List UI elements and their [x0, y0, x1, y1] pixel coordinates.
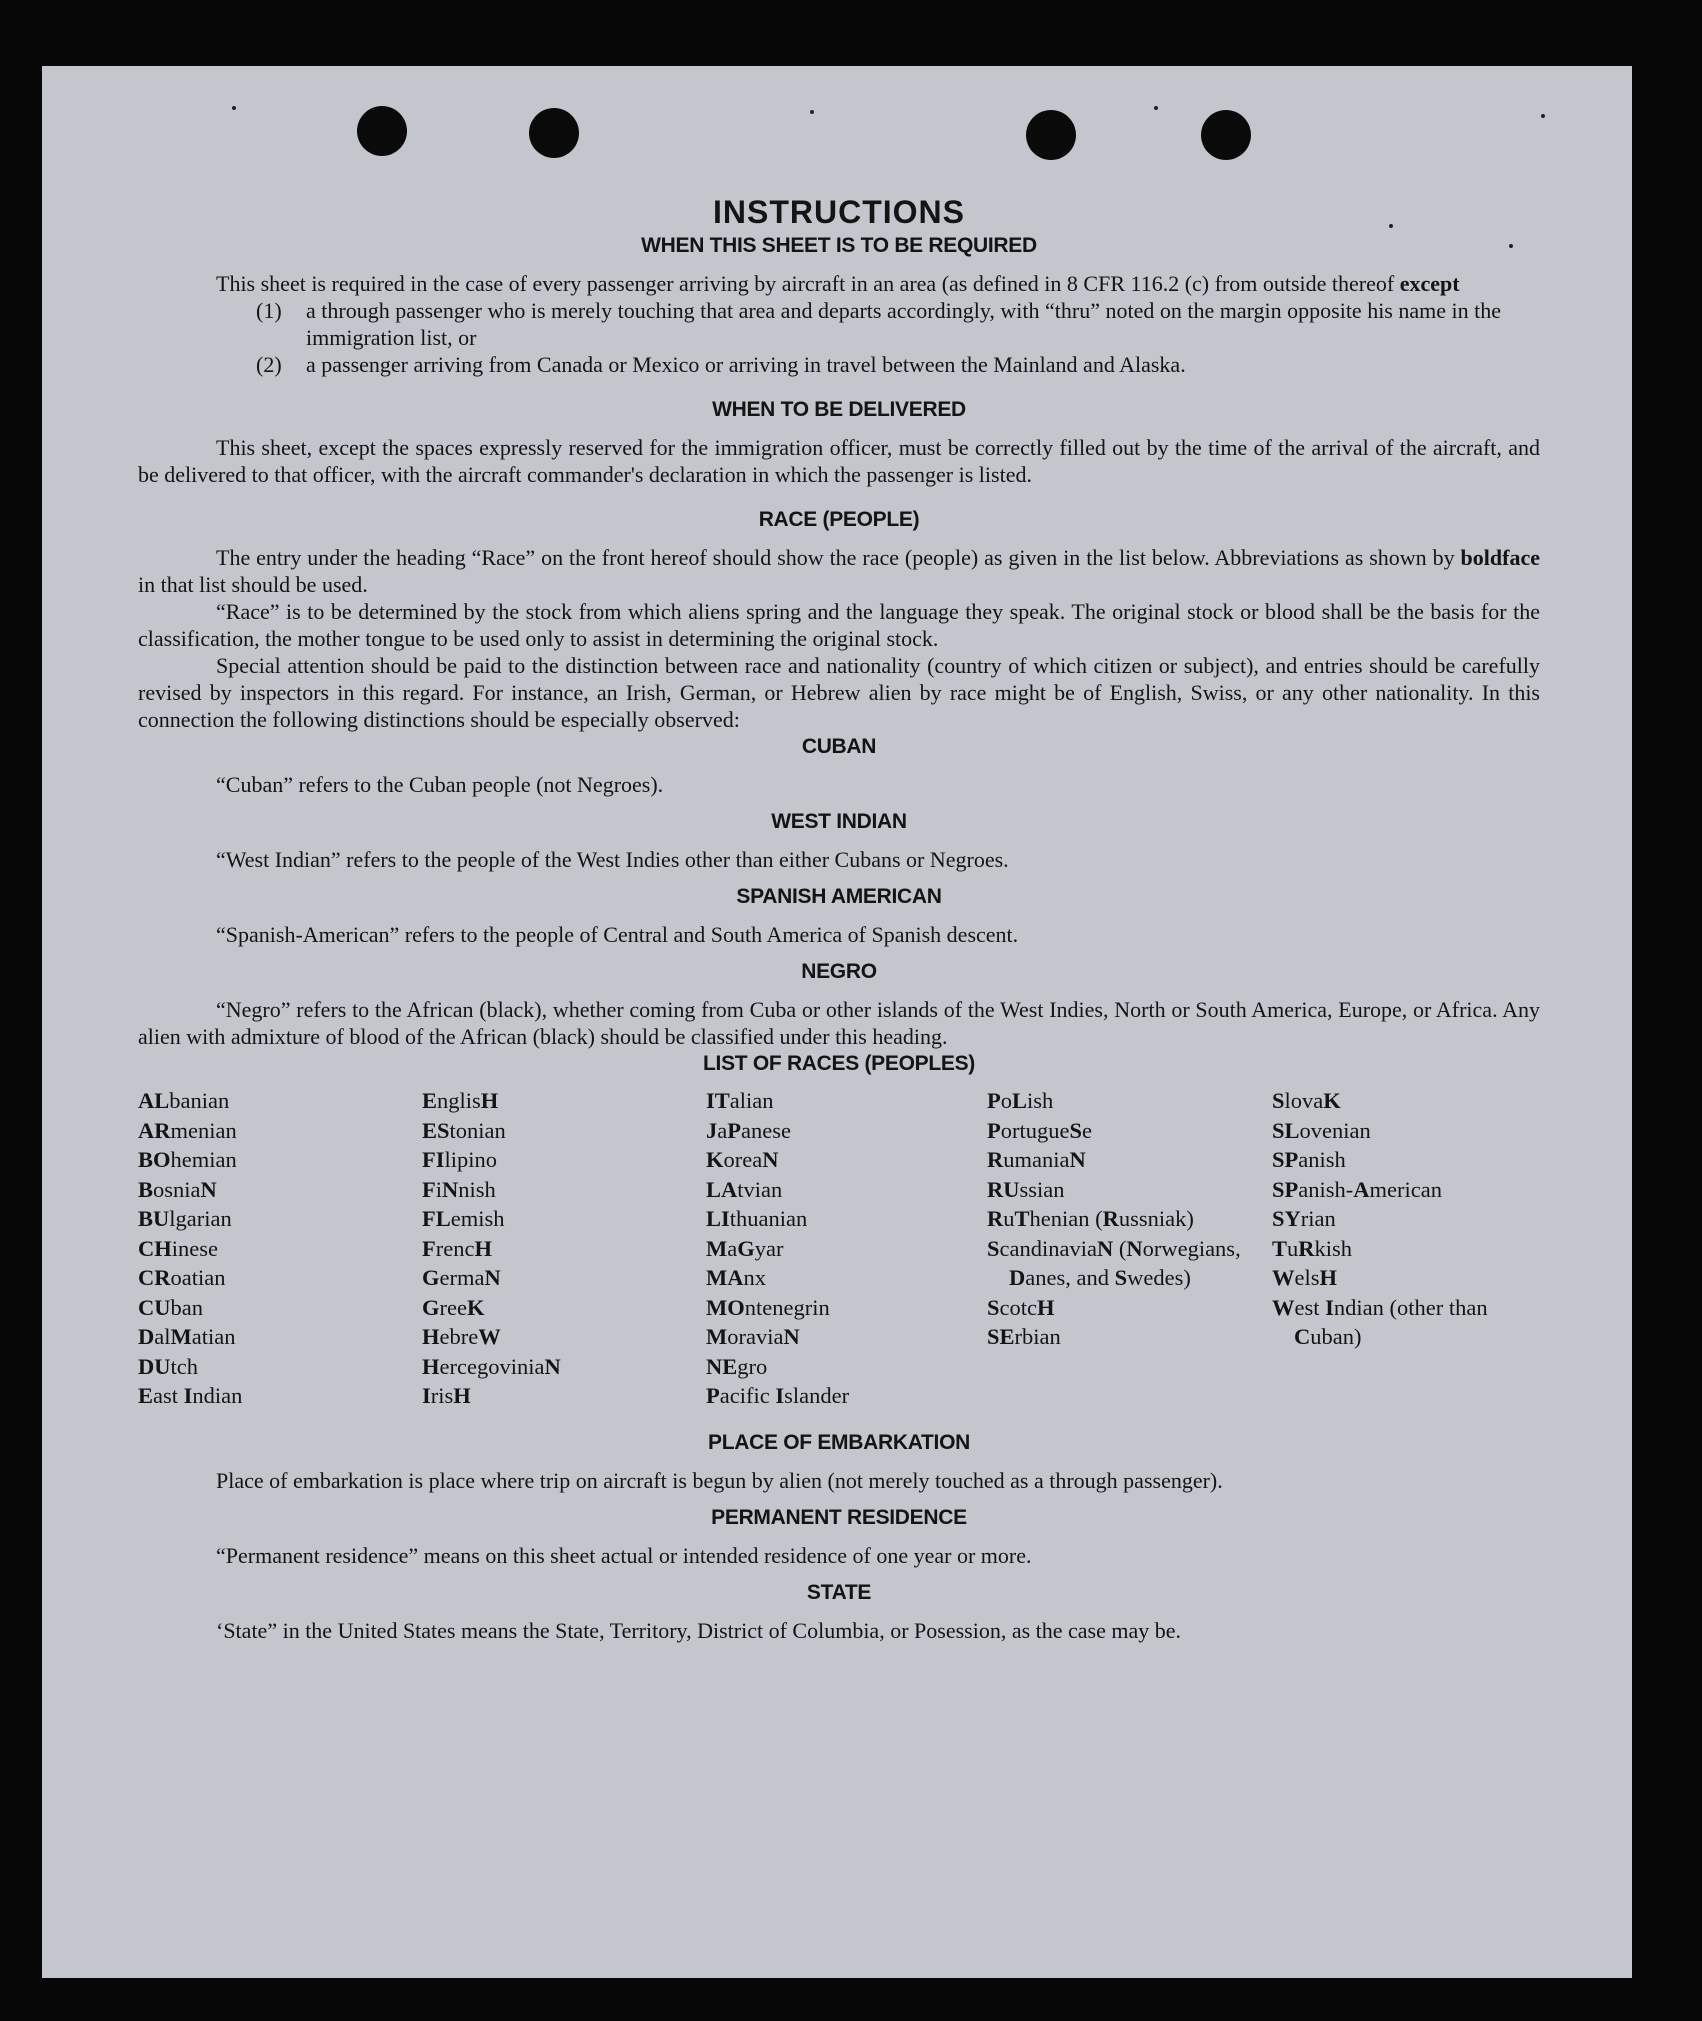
race-entry: ITalian	[706, 1088, 774, 1113]
race-entry: MoraviaN	[706, 1324, 800, 1349]
race-entry: ARmenian	[138, 1117, 237, 1143]
paragraph: “Race” is to be determined by the stock from which aliens spring and the language they speak. The original stock or blood shall be the basis for the classification, the mother tongue to be used only to assist in determining the original stock.	[138, 599, 1540, 651]
section-heading-west-indian: WEST INDIAN	[771, 810, 907, 833]
race-entry: HebreW	[422, 1324, 501, 1349]
list-item	[256, 297, 1540, 351]
race-entry: KoreaN	[706, 1147, 779, 1172]
race-entry: MaGyar	[706, 1235, 784, 1261]
section-heading-permanent-residence: PERMANENT RESIDENCE	[711, 1505, 967, 1529]
paragraph: “West Indian” refers to the people of the West Indies other than either Cubans or Negroes.	[216, 847, 1009, 872]
race-entry: CRoatian	[138, 1265, 226, 1290]
paragraph: “Permanent residence” means on this sheet actual or intended residence of one year or more.	[216, 1542, 1032, 1568]
race-entry: DUtch	[138, 1353, 198, 1379]
race-entry: SlovaK	[1272, 1088, 1341, 1113]
document-page	[42, 66, 1632, 1978]
race-entry: SLovenian	[1272, 1117, 1371, 1143]
paragraph-text: in that list should be used.	[138, 572, 368, 597]
paragraph	[138, 544, 1540, 598]
dust-speck	[1541, 114, 1545, 118]
race-entry: PortugueSe	[987, 1117, 1092, 1143]
race-entry: LAtvian	[706, 1176, 783, 1202]
dust-speck	[232, 106, 236, 110]
paragraph: ‘State” in the United States means the State, Territory, District of Columbia, or Posession, as the case may be.	[216, 1617, 1182, 1643]
paragraph: “Cuban” refers to the Cuban people (not Negroes).	[216, 772, 664, 797]
race-column	[138, 1086, 422, 1411]
paragraph: “Spanish-American” refers to the people of Central and South America of Spanish descent.	[216, 922, 1019, 947]
paragraph: “Negro” refers to the African (black), whether coming from Cuba or other islands of the West Indies, North or South America, Europe, or Africa. Any alien with admixture of blood of the African (black) should be classified under this heading.	[138, 997, 1540, 1049]
race-entry: West Indian (other than Cuban)	[1272, 1294, 1488, 1349]
item-number: (2)	[256, 352, 282, 377]
race-entry: East Indian	[138, 1383, 243, 1408]
paragraph: Place of embarkation is place where trip on aircraft is begun by alien (not merely touched as a through passenger).	[216, 1467, 1223, 1493]
race-entry: PoLish	[987, 1088, 1054, 1113]
page-title: INSTRUCTIONS	[713, 194, 965, 230]
section-heading-spanish-american: SPANISH AMERICAN	[736, 885, 942, 908]
dust-speck	[1154, 106, 1158, 110]
race-entry: FiNnish	[422, 1176, 496, 1202]
item-text: a passenger arriving from Canada or Mexico or arriving in travel between the Mainland and Alaska.	[306, 352, 1186, 377]
race-entry: SPanish	[1272, 1147, 1346, 1172]
race-column	[706, 1086, 987, 1411]
section-heading-race: RACE (PEOPLE)	[758, 508, 920, 531]
race-column	[987, 1086, 1272, 1411]
race-entry: JaPanese	[706, 1117, 791, 1143]
section-heading-embarkation: PLACE OF EMBARKATION	[708, 1430, 970, 1454]
race-entry: RumaniaN	[987, 1147, 1086, 1172]
exception-list	[138, 297, 1540, 378]
race-entry: GermaN	[422, 1265, 501, 1290]
paragraph: Special attention should be paid to the distinction between race and nationality (country of which citizen or subject), and entries should be carefully revised by inspectors in this regard. For instance, an Irish, German, or Hebrew alien by race might be of English, Swiss, or any other nationality. In this connection the following distinctions should be especially observed:	[138, 653, 1540, 732]
instructions-body	[138, 192, 1540, 1644]
race-entry: LIthuanian	[706, 1206, 808, 1231]
race-entry: ScandinaviaN (Norwegians, Danes, and Swedes)	[987, 1235, 1241, 1290]
race-entry: MOntenegrin	[706, 1294, 830, 1320]
punch-hole	[357, 106, 407, 156]
race-entry: FIlipino	[422, 1147, 498, 1172]
paragraph	[138, 270, 1540, 297]
race-entry: CHinese	[138, 1235, 218, 1261]
race-entry: MAnx	[706, 1265, 766, 1290]
race-column	[422, 1086, 706, 1411]
race-entry: DalMatian	[138, 1324, 236, 1349]
race-entry: FLemish	[422, 1206, 505, 1231]
item-number: (1)	[256, 298, 282, 323]
punch-hole	[1026, 110, 1076, 160]
race-entry: HercegoviniaN	[422, 1353, 561, 1379]
paragraph-text: The entry under the heading “Race” on the front hereof should show the race (people) as given in the list below. Abbreviations as shown by	[216, 545, 1461, 570]
race-column	[1272, 1086, 1540, 1411]
race-entry: RUssian	[987, 1176, 1065, 1202]
race-entry: CUban	[138, 1294, 203, 1320]
item-text: a through passenger who is merely touching that area and departs accordingly, with “thru” noted on the margin opposite his name in the immigration list, or	[306, 298, 1502, 350]
paragraph-text: This sheet is required in the case of every passenger arriving by aircraft in an area (as defined in 8 CFR 116.2 (c) from outside thereof	[216, 271, 1400, 296]
race-entry: Pacific Islander	[706, 1383, 850, 1408]
section-heading-when-delivered: WHEN TO BE DELIVERED	[712, 398, 966, 421]
race-entry: SErbian	[987, 1324, 1061, 1349]
race-entry: FrencH	[422, 1235, 492, 1261]
race-entry: BOhemian	[138, 1147, 237, 1172]
section-heading-state: STATE	[806, 1580, 872, 1604]
race-entry: SYrian	[1272, 1206, 1336, 1231]
races-table	[138, 1086, 1540, 1411]
race-entry: RuThenian (Russniak)	[987, 1206, 1194, 1231]
race-entry: NEgro	[706, 1353, 768, 1379]
section-heading-when-required: WHEN THIS SHEET IS TO BE REQUIRED	[641, 234, 1037, 257]
section-heading-list-of-races: LIST OF RACES (PEOPLES)	[703, 1052, 975, 1075]
section-heading-cuban: CUBAN	[801, 735, 877, 758]
emphasis-text: except	[1399, 271, 1460, 296]
race-entry: ALbanian	[138, 1088, 230, 1113]
race-entry: EnglisH	[422, 1088, 499, 1113]
race-entry: BUlgarian	[138, 1206, 232, 1231]
race-entry: EStonian	[422, 1117, 506, 1143]
dust-speck	[810, 110, 814, 114]
punch-hole	[529, 108, 579, 158]
race-entry: GreeK	[422, 1294, 485, 1320]
race-entry: TuRkish	[1272, 1235, 1353, 1261]
punch-hole	[1201, 110, 1251, 160]
race-entry: ScotcH	[987, 1294, 1055, 1320]
list-item	[256, 351, 1540, 378]
section-heading-negro: NEGRO	[801, 960, 877, 983]
race-entry: WelsH	[1272, 1265, 1338, 1290]
emphasis-text: boldface	[1460, 545, 1540, 570]
paragraph: This sheet, except the spaces expressly reserved for the immigration officer, must be correctly filled out by the time of the arrival of the aircraft, and be delivered to that officer, with the aircraft commander's declaration in which the passenger is listed.	[138, 435, 1540, 487]
race-entry: IrisH	[422, 1383, 471, 1408]
race-entry: BosniaN	[138, 1176, 217, 1202]
race-entry: SPanish-American	[1272, 1176, 1442, 1202]
